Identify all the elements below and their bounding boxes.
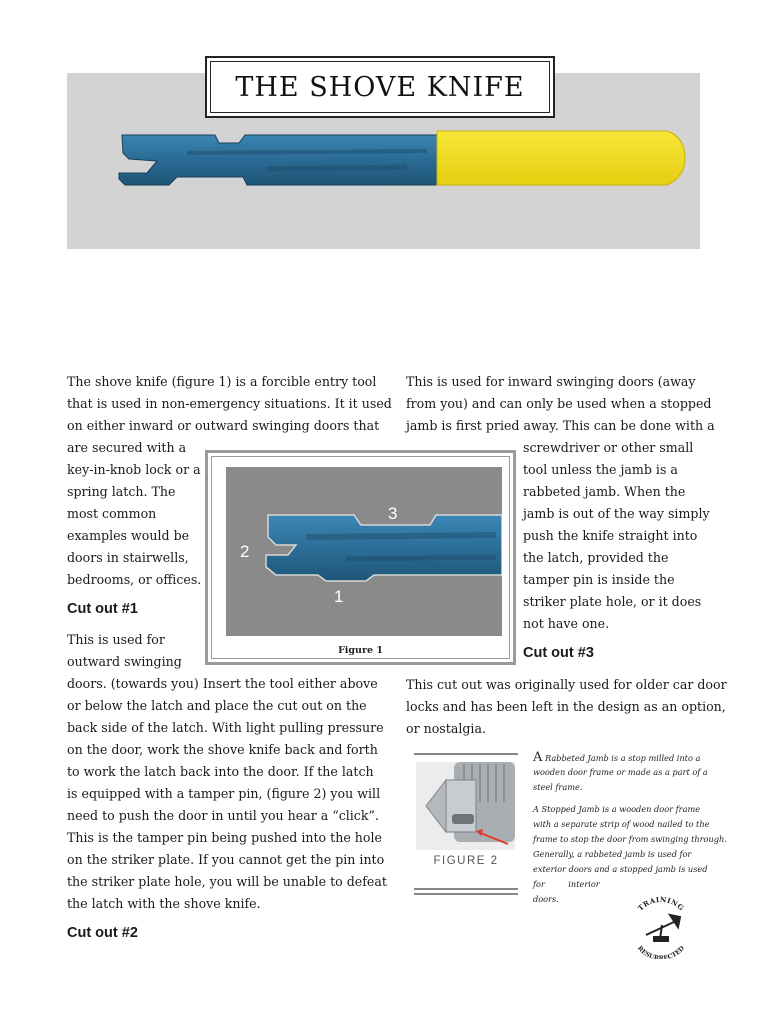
text-line: or below the latch and place the cut out on the <box>67 698 367 713</box>
text-line: on either inward or outward swinging doors that <box>67 418 380 433</box>
cutout1-paragraph <box>67 629 387 915</box>
text-line: frame to stop the door from swinging through. <box>533 834 727 844</box>
knife-handle <box>437 131 685 185</box>
cutout3-paragraph <box>406 674 727 740</box>
text-line: key-in-knob lock or a <box>67 462 201 477</box>
text-line: outward swinging <box>67 654 182 669</box>
text-line: Generally, a rabbeted jamb is used for <box>533 849 692 859</box>
text-line: rabbeted jamb. When the <box>523 484 686 499</box>
text-line: This cut out was originally used for older car door <box>406 677 727 692</box>
figure-2-photo <box>416 762 515 850</box>
text-line: jamb is first pried away. This can be done with a <box>406 418 715 433</box>
text-line: not have one. <box>523 616 610 631</box>
figure-1 <box>205 450 516 665</box>
drop-cap: A <box>533 750 543 765</box>
text-line: from you) and can only be used when a stopped <box>406 396 712 411</box>
figure-1-caption: Figure 1 <box>338 645 383 656</box>
figure-label-1: 1 <box>334 587 344 606</box>
figure-label-2: 2 <box>240 542 250 561</box>
text-line: A Stopped Jamb is a wooden door frame <box>533 804 701 814</box>
text-line: locks and has been left in the design as an option, <box>406 699 726 714</box>
text-line: doors. <box>533 894 559 904</box>
figure-label-3: 3 <box>388 504 398 523</box>
logo-bottom-text: RESURRECTED <box>635 944 687 959</box>
text-line: examples would be <box>67 528 190 543</box>
svg-text:RESURRECTED <box>636 944 686 959</box>
text-line: need to push the door in until you hear a “click”. <box>67 808 379 823</box>
text-line: doors in stairwells, <box>67 550 189 565</box>
cutout2-heading: Cut out #2 <box>67 925 138 941</box>
latch-illustration <box>416 762 515 850</box>
text-line: the striker plate hole, you will be unable to defeat <box>67 874 387 889</box>
cutout1-heading: Cut out #1 <box>67 601 138 617</box>
text-line: steel frame. <box>533 782 583 792</box>
text-line: jamb is out of the way simply <box>523 506 710 521</box>
text-line: push the knife straight into <box>523 528 698 543</box>
text-line: screwdriver or other small <box>523 440 694 455</box>
figure-2-rule <box>414 893 518 895</box>
title-box <box>205 56 555 118</box>
text-line: bedrooms, or offices. <box>67 572 202 587</box>
text-line: back side of the latch. With light pulling pressure <box>67 720 384 735</box>
text-line: on the striker plate. If you cannot get the pin into <box>67 852 385 867</box>
text-line: to work the latch back into the door. If the latch <box>67 764 374 779</box>
jamb-definitions <box>533 750 727 907</box>
text-line: This is used for inward swinging doors (away <box>406 374 696 389</box>
text-line: tool unless the jamb is a <box>523 462 678 477</box>
figure-1-photo <box>226 467 502 636</box>
text-line: most common <box>67 506 157 521</box>
text-line: or nostalgia. <box>406 721 486 736</box>
figure-2-caption: FIGURE 2 <box>433 855 499 867</box>
text-line: that is used in non-emergency situations. It it used <box>67 396 392 411</box>
text-line: the latch with the shove knife. <box>67 896 261 911</box>
text-line: wooden door frame or made as a part of a <box>533 767 708 777</box>
cutout2-paragraph-wrap <box>523 437 710 635</box>
figure-2-rule <box>414 753 518 755</box>
logo-top-text: TRAINING <box>635 895 687 913</box>
text-line: This is the tamper pin being pushed into the hole <box>67 830 382 845</box>
svg-text:TRAINING <box>636 895 686 913</box>
text-line: on the door, work the shove knife back and forth <box>67 742 378 757</box>
training-resurrected-logo <box>626 895 696 959</box>
cutout2-paragraph-top <box>406 371 715 437</box>
text-line: with a separate strip of wood nailed to the <box>533 819 710 829</box>
text-line: striker plate hole, or it does <box>523 594 702 609</box>
text-line <box>533 750 727 765</box>
text-line: for interior <box>533 879 600 889</box>
text-line: spring latch. The <box>67 484 176 499</box>
text-line: tamper pin is inside the <box>523 572 675 587</box>
text-line: exterior doors and a stopped jamb is used <box>533 864 708 874</box>
text-line: are secured with a <box>67 440 187 455</box>
text-line: The shove knife (figure 1) is a forcible entry tool <box>67 374 377 389</box>
page-title: THE SHOVE KNIFE <box>235 71 525 103</box>
text-line: doors. (towards you) Insert the tool either above <box>67 676 378 691</box>
text-span: Rabbeted Jamb is a stop milled into a <box>542 753 701 763</box>
text-line: the latch, provided the <box>523 550 669 565</box>
knife-closeup-illustration <box>226 467 502 636</box>
figure-2-rule <box>414 888 518 890</box>
cutout3-heading: Cut out #3 <box>523 645 594 661</box>
text-line: This is used for <box>67 632 165 647</box>
axe-icon <box>646 915 680 941</box>
knife-blade <box>119 135 437 185</box>
text-line: is equipped with a tamper pin, (figure 2) you will <box>67 786 381 801</box>
